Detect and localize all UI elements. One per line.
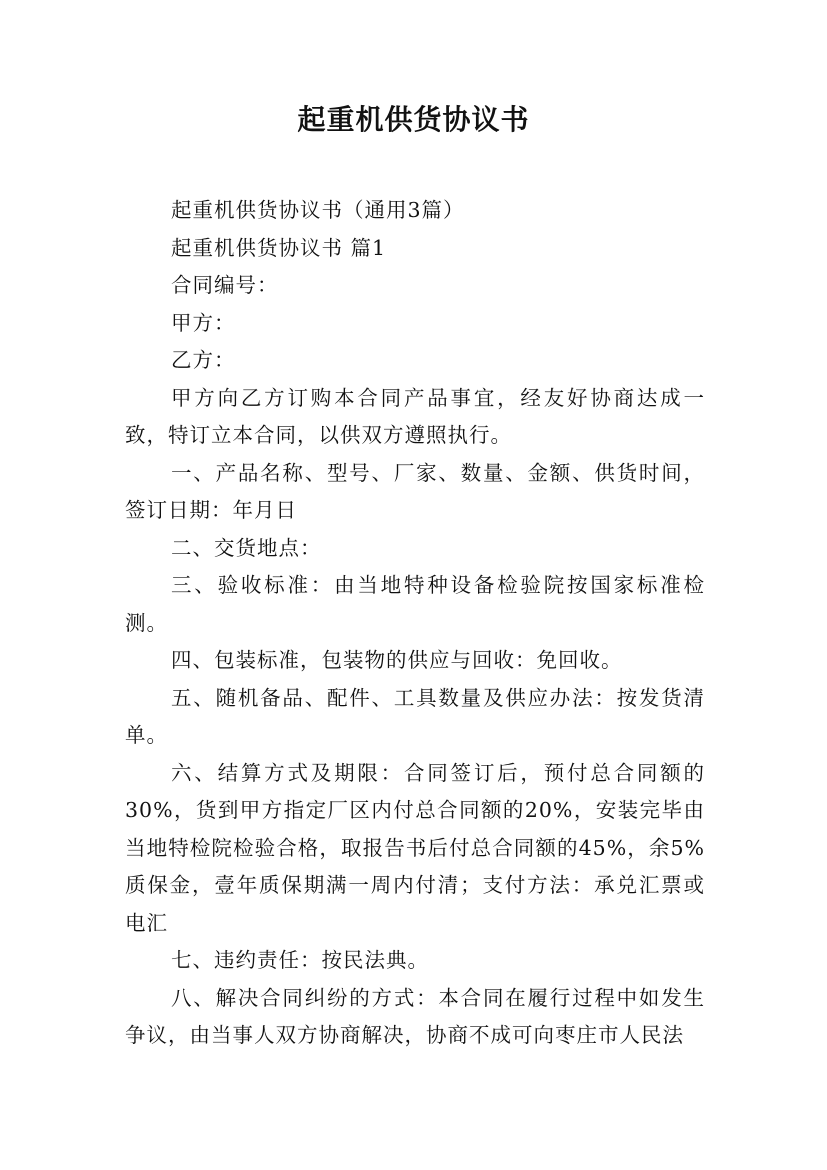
document-body — [125, 192, 705, 1055]
paragraph-clause-6: 六、结算方式及期限：合同签订后，预付总合同额的30%，货到甲方指定厂区内付总合同额的20%，安装完毕由当地特检院检验合格，取报告书后付总合同额的45%，余5%质保金，壹年质保期满一周内付清；支付方法：承兑汇票或电汇 — [125, 760, 705, 935]
paragraph-contract-number: 合同编号： — [171, 273, 279, 297]
paragraph-clause-3: 三、验收标准：由当地特种设备检验院按国家标准检测。 — [125, 573, 705, 635]
paragraph-clause-1: 一、产品名称、型号、厂家、数量、金额、供货时间，签订日期：年月日 — [125, 460, 705, 522]
paragraph-clause-5: 五、随机备品、配件、工具数量及供应办法：按发货清单。 — [125, 685, 705, 747]
paragraph-clause-4: 四、包装标准，包装物的供应与回收：免回收。 — [171, 648, 623, 672]
paragraph-party-a: 甲方： — [171, 310, 236, 335]
paragraph-subtitle: 起重机供货协议书（通用3篇） — [171, 198, 465, 222]
paragraph-intro: 甲方向乙方订购本合同产品事宜，经友好协商达成一致，特订立本合同，以供双方遵照执行。 — [125, 385, 705, 447]
document-title: 起重机供货协议书 — [297, 103, 530, 136]
paragraph-clause-2: 二、交货地点： — [171, 535, 322, 560]
paragraph-clause-8: 八、解决合同纠纷的方式：本合同在履行过程中如发生争议，由当事人双方协商解决，协商不成可向枣庄市人民法 — [125, 985, 705, 1047]
paragraph-clause-7: 七、违约责任：按民法典。 — [171, 948, 429, 972]
paragraph-party-b: 乙方： — [171, 348, 236, 372]
paragraph-section-heading: 起重机供货协议书 篇1 — [171, 235, 387, 260]
